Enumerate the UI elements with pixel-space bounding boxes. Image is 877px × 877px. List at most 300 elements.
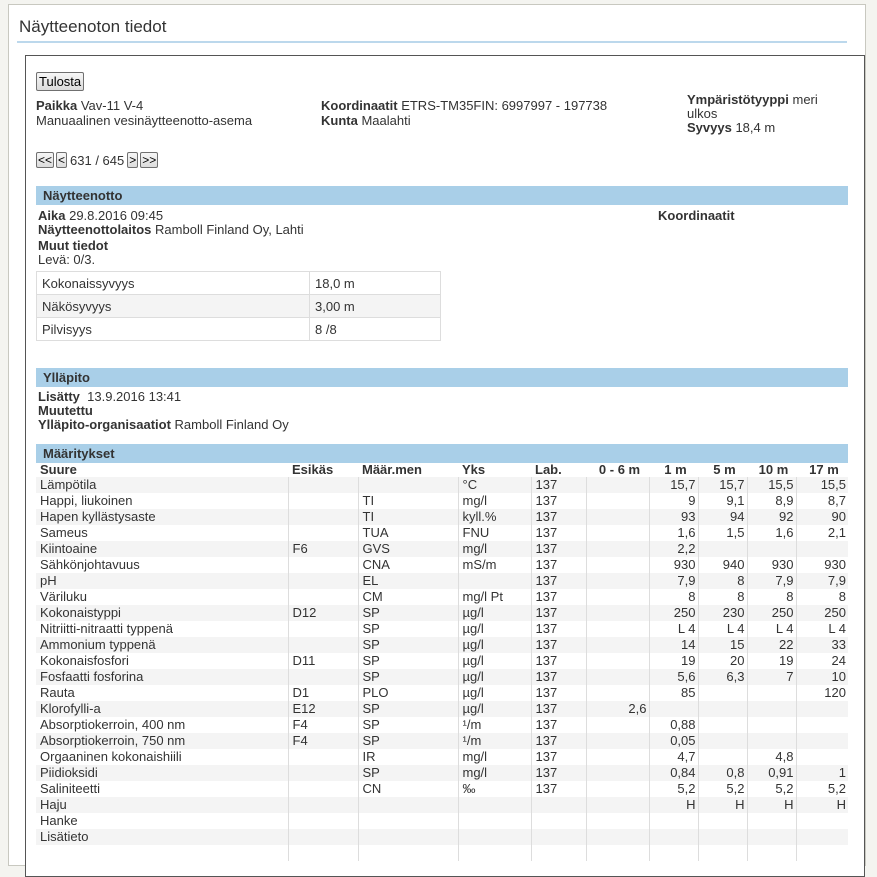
table-cell: 930 [796, 557, 848, 573]
table-cell: 24 [796, 653, 848, 669]
table-cell: 2,6 [586, 701, 649, 717]
table-cell: 0,91 [747, 765, 796, 781]
table-cell: mg/l [458, 541, 531, 557]
table-cell [586, 669, 649, 685]
table-cell: 137 [531, 509, 586, 525]
table-cell: 137 [531, 589, 586, 605]
municipality-label: Kunta [321, 113, 358, 128]
table-cell: pH [36, 573, 288, 589]
table-cell: 137 [531, 525, 586, 541]
coordinates-value: ETRS-TM35FIN: 6997997 - 197738 [401, 98, 608, 113]
table-cell: Ammonium typpenä [36, 637, 288, 653]
depth-label: Syvyys [687, 120, 732, 135]
table-cell: 10 [796, 669, 848, 685]
table-row [36, 797, 848, 813]
table-cell: 137 [531, 765, 586, 781]
table-cell: 8 [747, 589, 796, 605]
print-button[interactable]: Tulosta [36, 72, 84, 91]
table-cell: Nitriitti-nitraatti typpenä [40, 621, 173, 636]
table-cell [698, 701, 747, 717]
table-row [36, 621, 848, 637]
table-cell: Absorptiokerroin, 400 nm [40, 717, 186, 732]
table-cell [288, 765, 358, 781]
table-cell [698, 717, 747, 733]
table-cell [586, 637, 649, 653]
table-cell: °C [458, 477, 531, 493]
table-cell [796, 749, 848, 765]
table-row [36, 845, 848, 861]
table-cell: 1,5 [698, 525, 747, 541]
table-cell [531, 797, 586, 813]
table-cell: D1 [288, 685, 358, 701]
table-cell: 9 [649, 493, 698, 509]
table-cell [586, 717, 649, 733]
municipality-line [321, 113, 411, 128]
table-cell: L 4 [649, 621, 698, 637]
table-cell [747, 845, 796, 861]
table-cell [586, 477, 649, 493]
measurements-header-row [36, 462, 848, 477]
table-cell: 15,5 [747, 477, 796, 493]
table-cell: L 4 [796, 621, 848, 637]
table-cell: 0,8 [698, 765, 747, 781]
column-header: 1 m [664, 462, 687, 477]
table-cell: µg/l [458, 685, 531, 701]
table-cell [288, 845, 358, 861]
column-header: Lab. [535, 462, 562, 477]
table-cell [649, 701, 698, 717]
table-row [36, 701, 848, 717]
table-cell: 19 [649, 653, 698, 669]
table-cell: ‰ [458, 781, 531, 797]
table-cell [698, 829, 747, 845]
table-cell: 7,9 [796, 573, 848, 589]
sampling-heading: Näytteenotto [36, 186, 848, 205]
table-cell [586, 765, 649, 781]
table-cell: SP [358, 621, 458, 637]
table-cell [586, 509, 649, 525]
table-row [37, 295, 441, 318]
table-cell: Kiintoaine [36, 541, 288, 557]
table-cell [458, 845, 531, 861]
place-value: Vav-11 V-4 [80, 98, 144, 113]
table-cell: Piidioksidi [36, 765, 288, 781]
table-cell: 4,7 [649, 749, 698, 765]
table-cell: D11 [288, 653, 358, 669]
table-row [36, 589, 848, 605]
table-cell: TI [358, 493, 458, 509]
table-cell: 15 [698, 637, 747, 653]
table-cell: 120 [796, 685, 848, 701]
coordinates-line [321, 98, 607, 113]
column-header: Esikäs [292, 462, 334, 477]
table-cell: 137 [531, 573, 586, 589]
table-cell [358, 829, 458, 845]
table-cell: 92 [747, 509, 796, 525]
column-header: 5 m [713, 462, 736, 477]
table-cell [698, 749, 747, 765]
table-cell [288, 781, 358, 797]
table-cell [796, 813, 848, 829]
table-cell: ¹/m [458, 717, 531, 733]
table-cell [586, 813, 649, 829]
table-cell: 8 [698, 589, 747, 605]
table-cell [288, 813, 358, 829]
table-cell [288, 509, 358, 525]
table-cell [796, 845, 848, 861]
column-header: 0 - 6 m [598, 462, 641, 477]
table-cell: 137 [531, 557, 586, 573]
table-cell: 19 [747, 653, 796, 669]
table-cell [649, 813, 698, 829]
table-cell [36, 845, 288, 861]
detail-label: Kokonaissyvyys [37, 272, 310, 295]
table-cell [649, 829, 698, 845]
table-row [36, 573, 848, 589]
table-cell: 2,1 [796, 525, 848, 541]
table-cell: 137 [531, 637, 586, 653]
sampling-time-line [38, 208, 163, 223]
table-cell: PLO [358, 685, 458, 701]
organisation-value: Ramboll Finland Oy [174, 417, 289, 432]
table-cell: 5,2 [747, 781, 796, 797]
modified-label: Muutettu [38, 403, 93, 418]
table-cell: mg/l [458, 749, 531, 765]
table-cell: Hanke [40, 813, 78, 828]
table-cell: 85 [649, 685, 698, 701]
table-cell: 230 [698, 605, 747, 621]
table-cell [586, 685, 649, 701]
table-cell: µg/l [458, 701, 531, 717]
table-cell: F4 [288, 717, 358, 733]
table-cell: 15,5 [796, 477, 848, 493]
column-header: 17 m [809, 462, 839, 477]
table-cell [358, 813, 458, 829]
table-cell: 137 [531, 701, 586, 717]
table-cell [586, 621, 649, 637]
table-cell [796, 701, 848, 717]
table-cell: 8 [649, 589, 698, 605]
table-cell: 5,2 [698, 781, 747, 797]
detail-value: 3,00 m [310, 295, 441, 318]
table-cell: 0,84 [649, 765, 698, 781]
sampling-time-label: Aika [38, 208, 66, 223]
table-cell: 940 [698, 557, 747, 573]
table-cell [288, 477, 358, 493]
table-cell: SP [358, 701, 458, 717]
table-cell [698, 541, 747, 557]
table-cell: µg/l [458, 605, 531, 621]
table-cell: µg/l [458, 653, 531, 669]
table-cell: mg/l [458, 765, 531, 781]
table-row [36, 733, 848, 749]
record-position: 631 / 645 [70, 152, 125, 168]
table-cell: Kokonaistyppi [36, 605, 288, 621]
table-cell [586, 733, 649, 749]
other-info-value: Levä: 0/3. [38, 252, 96, 267]
table-cell [747, 829, 796, 845]
table-cell [531, 845, 586, 861]
table-cell [796, 717, 848, 733]
table-cell: 1 [796, 765, 848, 781]
table-cell: Fosfaatti fosforina [36, 669, 288, 685]
table-cell [358, 845, 458, 861]
first-record-button[interactable]: << [38, 153, 53, 167]
table-cell: SP [358, 669, 458, 685]
table-cell [288, 749, 358, 765]
table-cell: 93 [649, 509, 698, 525]
table-cell: D12 [288, 605, 358, 621]
next-record-button[interactable]: > [129, 153, 137, 167]
table-cell [747, 541, 796, 557]
table-cell: Hapen kyllästysaste [36, 509, 288, 525]
table-cell [747, 717, 796, 733]
table-cell [586, 797, 649, 813]
table-cell: EL [358, 573, 458, 589]
table-cell [586, 573, 649, 589]
municipality-value: Maalahti [361, 113, 411, 128]
table-cell [458, 797, 531, 813]
table-cell [288, 829, 358, 845]
table-row [36, 749, 848, 765]
table-cell: 33 [796, 637, 848, 653]
table-row [36, 557, 848, 573]
measurements-table [36, 462, 848, 861]
detail-value: 18,0 m [310, 272, 441, 295]
table-cell: CM [358, 589, 458, 605]
previous-record-button[interactable]: < [58, 153, 66, 167]
table-cell: 137 [531, 685, 586, 701]
table-row [36, 765, 848, 781]
table-cell: 7,9 [649, 573, 698, 589]
table-cell: Saliniteetti [40, 781, 100, 796]
table-cell [458, 829, 531, 845]
table-cell: Väriluku [40, 589, 87, 604]
table-cell: µg/l [458, 669, 531, 685]
table-cell: 0,05 [649, 733, 698, 749]
table-cell [586, 589, 649, 605]
table-cell: Sähkönjohtavuus [40, 557, 140, 572]
table-row [37, 318, 441, 341]
station-type: Manuaalinen vesinäytteenotto-asema [36, 113, 253, 128]
added-line [38, 389, 181, 404]
table-cell: GVS [358, 541, 458, 557]
sampling-time-value: 29.8.2016 09:45 [69, 208, 164, 223]
table-cell [586, 605, 649, 621]
sampling-coordinates-label: Koordinaatit [658, 208, 735, 223]
table-cell: 137 [531, 717, 586, 733]
table-cell [586, 525, 649, 541]
table-cell [288, 557, 358, 573]
table-cell: Klorofylli-a [36, 701, 288, 717]
table-cell: Haju [36, 797, 288, 813]
table-cell: 94 [698, 509, 747, 525]
table-cell: 930 [747, 557, 796, 573]
table-row [37, 272, 441, 295]
table-cell [288, 573, 358, 589]
table-cell: 1,6 [649, 525, 698, 541]
table-cell [288, 669, 358, 685]
table-cell [796, 541, 848, 557]
table-cell: 250 [649, 605, 698, 621]
table-cell: mg/l Pt [458, 589, 531, 605]
depth-line [687, 120, 775, 135]
table-cell [531, 813, 586, 829]
table-cell: H [796, 797, 848, 813]
table-cell [358, 477, 458, 493]
table-cell: 5,2 [796, 781, 848, 797]
table-cell: 0,88 [649, 717, 698, 733]
table-cell: µg/l [458, 621, 531, 637]
table-cell: FNU [458, 525, 531, 541]
table-cell: 14 [649, 637, 698, 653]
table-cell: SP [358, 637, 458, 653]
table-cell: SP [358, 765, 458, 781]
table-cell: H [698, 797, 747, 813]
table-cell: Sameus [40, 525, 88, 540]
table-cell [698, 685, 747, 701]
table-cell: 22 [747, 637, 796, 653]
table-cell: CNA [358, 557, 458, 573]
table-cell [288, 621, 358, 637]
table-cell: ¹/m [458, 733, 531, 749]
table-cell: H [649, 797, 698, 813]
environment-value: meri [792, 92, 818, 107]
table-cell [288, 493, 358, 509]
table-cell: Orgaaninen kokonaishiili [40, 749, 182, 764]
table-cell [586, 653, 649, 669]
table-cell: 137 [531, 541, 586, 557]
table-cell [288, 589, 358, 605]
depth-value: 18,4 m [735, 120, 776, 135]
column-header: 10 m [758, 462, 789, 477]
table-row [36, 717, 848, 733]
table-row [36, 477, 848, 493]
table-cell: E12 [288, 701, 358, 717]
sampling-details-table [36, 271, 441, 341]
table-cell [586, 845, 649, 861]
table-cell [586, 493, 649, 509]
table-cell: 250 [796, 605, 848, 621]
coordinates-label: Koordinaatit [321, 98, 398, 113]
organisation-label: Ylläpito-organisaatiot [38, 417, 171, 432]
table-cell: 8,9 [747, 493, 796, 509]
column-header: Suure [40, 462, 77, 477]
page-container [8, 4, 866, 866]
table-row [36, 605, 848, 621]
table-cell [586, 557, 649, 573]
table-cell [288, 637, 358, 653]
measurements-heading: Määritykset [36, 444, 848, 463]
sampling-lab-line [38, 222, 304, 237]
table-cell [747, 685, 796, 701]
table-cell: 5,2 [649, 781, 698, 797]
table-cell [698, 733, 747, 749]
table-cell [796, 733, 848, 749]
details-panel [25, 55, 865, 877]
table-cell: 250 [747, 605, 796, 621]
table-cell: 7,9 [747, 573, 796, 589]
table-cell: TUA [358, 525, 458, 541]
place-label: Paikka [36, 98, 78, 113]
table-cell [358, 797, 458, 813]
table-cell: L 4 [698, 621, 747, 637]
maintenance-heading: Ylläpito [36, 368, 848, 387]
last-record-button[interactable]: >> [142, 153, 157, 167]
table-cell: 930 [649, 557, 698, 573]
table-cell [698, 813, 747, 829]
environment-label: Ympäristötyyppi [687, 92, 789, 107]
table-row [36, 541, 848, 557]
table-cell: 7 [747, 669, 796, 685]
environment-line [687, 92, 818, 107]
organisation-line [38, 417, 289, 432]
table-row [36, 829, 848, 845]
table-cell [649, 845, 698, 861]
detail-value: 8 /8 [310, 318, 441, 341]
table-cell: 1,6 [747, 525, 796, 541]
table-cell [698, 845, 747, 861]
table-cell: SP [358, 717, 458, 733]
table-row [36, 525, 848, 541]
table-cell: Kokonaisfosfori [40, 653, 129, 668]
table-row [36, 781, 848, 797]
added-label: Lisätty [38, 389, 80, 404]
detail-label: Pilvisyys [37, 318, 310, 341]
table-cell [586, 781, 649, 797]
table-cell: 137 [531, 477, 586, 493]
table-row [36, 669, 848, 685]
table-cell: 137 [531, 733, 586, 749]
table-cell [531, 829, 586, 845]
table-cell: 137 [531, 669, 586, 685]
sampling-lab-value: Ramboll Finland Oy, Lahti [155, 222, 304, 237]
table-cell: CN [358, 781, 458, 797]
table-cell: 6,3 [698, 669, 747, 685]
title-divider [17, 41, 847, 43]
table-cell: Absorptiokerroin, 750 nm [36, 733, 288, 749]
table-row [36, 637, 848, 653]
table-cell: mS/m [458, 557, 531, 573]
table-cell: SP [358, 653, 458, 669]
table-cell: Lämpötila [36, 477, 288, 493]
place-line [36, 98, 143, 113]
table-cell: F4 [288, 733, 358, 749]
table-cell: 90 [796, 509, 848, 525]
table-row [36, 493, 848, 509]
column-header: Määr.men [362, 462, 422, 477]
detail-label: Näkösyvyys [37, 295, 310, 318]
table-cell: 15,7 [698, 477, 747, 493]
table-cell: IR [358, 749, 458, 765]
environment-value-2: ulkos [687, 106, 718, 121]
table-cell: Happi, liukoinen [40, 493, 133, 508]
table-cell: 20 [698, 653, 747, 669]
table-cell: SP [358, 605, 458, 621]
table-cell [586, 541, 649, 557]
table-cell [586, 749, 649, 765]
table-cell: L 4 [747, 621, 796, 637]
table-cell [747, 733, 796, 749]
table-cell: 8 [698, 573, 747, 589]
table-cell: µg/l [458, 637, 531, 653]
table-cell: kyll.% [458, 509, 531, 525]
table-row [36, 509, 848, 525]
table-cell [458, 813, 531, 829]
table-cell: 137 [531, 781, 586, 797]
table-cell: TI [358, 509, 458, 525]
table-row [36, 685, 848, 701]
